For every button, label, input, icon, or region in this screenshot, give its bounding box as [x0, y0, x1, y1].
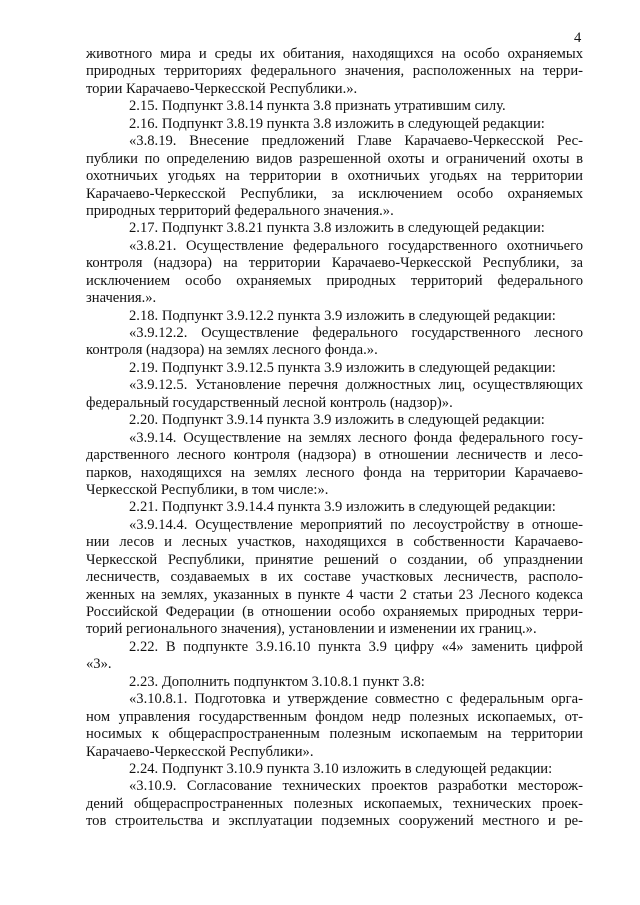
text-line: контроля (надзора) на землях лесного фонда.». — [86, 342, 378, 359]
text-line: «3.9.12.2. Осуществление федерального государственного лесного — [129, 325, 583, 341]
text-line: «3». — [86, 656, 112, 673]
text-line: женных на землях, указанных в пункте 4 части 2 статьи 23 Лесного кодекса — [86, 586, 583, 603]
text-line: 2.24. Подпункт 3.10.9 пункта 3.10 изложить в следующей редакции: — [129, 760, 553, 777]
text-line: нии лесов и лесных участков, находящихся в собственности Карачаево- — [86, 534, 583, 551]
text-line: Российской Федерации (в отношении особо охраняемых природных терри- — [86, 604, 583, 620]
text-line: Черкесской Республики, в том числе:». — [86, 481, 329, 498]
text-line: 2.22. В подпункте 3.9.16.10 пункта 3.9 цифру «4» заменить цифрой — [129, 638, 583, 655]
text-line: 2.16. Подпункт 3.8.19 пункта 3.8 изложить в следующей редакции: — [129, 115, 545, 132]
text-line: «3.10.9. Согласование технических проектов разработки месторож- — [129, 778, 583, 795]
text-line: контроля (надзора) на территории Карачаево-Черкесской Республики, за — [86, 255, 583, 272]
text-line: «3.8.21. Осуществление федерального государственного охотничьего — [129, 237, 583, 254]
text-line: природных территорий федерального значения.». — [86, 202, 394, 219]
text-line: «3.9.12.5. Установление перечня должностных лиц, осуществляющих — [129, 377, 583, 394]
page-number: 4 — [574, 30, 582, 46]
text-line: 2.23. Дополнить подпунктом 3.10.8.1 пункт 3.8: — [129, 673, 425, 690]
text-line: публики по определению видов разрешенной охоты и ограничений охоты в — [86, 150, 583, 167]
text-line: дений общераспространенных полезных ископаемых, технических проек- — [86, 795, 583, 812]
text-line: исключением особо охраняемых природных территорий федерального — [86, 272, 583, 289]
text-line: дарственного лесного контроля (надзора) в отношении лесничеств и лесо- — [86, 447, 583, 464]
text-line: 2.18. Подпункт 3.9.12.2 пункта 3.9 изложить в следующей редакции: — [129, 307, 556, 324]
text-line: тов строительства и эксплуатации подземных сооружений местного и ре- — [86, 813, 583, 830]
text-line: 2.19. Подпункт 3.9.12.5 пункта 3.9 изложить в следующей редакции: — [129, 359, 556, 376]
text-line: животного мира и среды их обитания, находящихся на особо охраняемых — [86, 46, 583, 62]
text-line: 2.21. Подпункт 3.9.14.4 пункта 3.9 изложить в следующей редакции: — [129, 499, 556, 516]
text-line: ном управления государственным фондом недр полезных ископаемых, от- — [86, 708, 583, 725]
text-line: природных территориях федерального значения, расположенных на терри- — [86, 63, 583, 80]
text-line: торий регионального значения), установлении и изменении их границ.». — [86, 621, 537, 638]
document-body — [86, 46, 583, 831]
text-line: 2.20. Подпункт 3.9.14 пункта 3.9 изложить в следующей редакции: — [129, 412, 545, 429]
text-line: Черкесской Республики, принятие решений о создании, об упразднении — [86, 551, 583, 568]
text-line: «3.9.14.4. Осуществление мероприятий по лесоустройству в отноше- — [129, 516, 583, 533]
text-line: парков, находящихся на землях лесного фонда на территории Карачаево- — [86, 464, 583, 481]
text-line: носимых к общераспространенным полезным ископаемым на территории — [86, 726, 583, 743]
text-line: 2.17. Подпункт 3.8.21 пункта 3.8 изложить в следующей редакции: — [129, 220, 545, 237]
text-line: лесничеств, создаваемых в их составе участковых лесничеств, располо- — [86, 569, 583, 586]
text-line: охотничьих угодьях на территории в охотничьих угодьях на территории — [86, 168, 583, 185]
text-line: федеральный государственный лесной контроль (надзор)». — [86, 394, 453, 411]
text-line: тории Карачаево-Черкесской Республики.». — [86, 80, 358, 97]
text-line: «3.10.8.1. Подготовка и утверждение совместно с федеральным орга- — [129, 691, 583, 708]
text-line: значения.». — [86, 290, 157, 307]
text-line: Карачаево-Черкесской Республики, за исключением особо охраняемых — [86, 185, 583, 202]
text-line: Карачаево-Черкесской Республики». — [86, 743, 314, 760]
text-line: 2.15. Подпункт 3.8.14 пункта 3.8 признать утратившим силу. — [129, 98, 506, 115]
text-line: «3.9.14. Осуществление на землях лесного фонда федерального госу- — [129, 429, 583, 446]
text-line: «3.8.19. Внесение предложений Главе Карачаево-Черкесской Рес- — [129, 133, 583, 150]
